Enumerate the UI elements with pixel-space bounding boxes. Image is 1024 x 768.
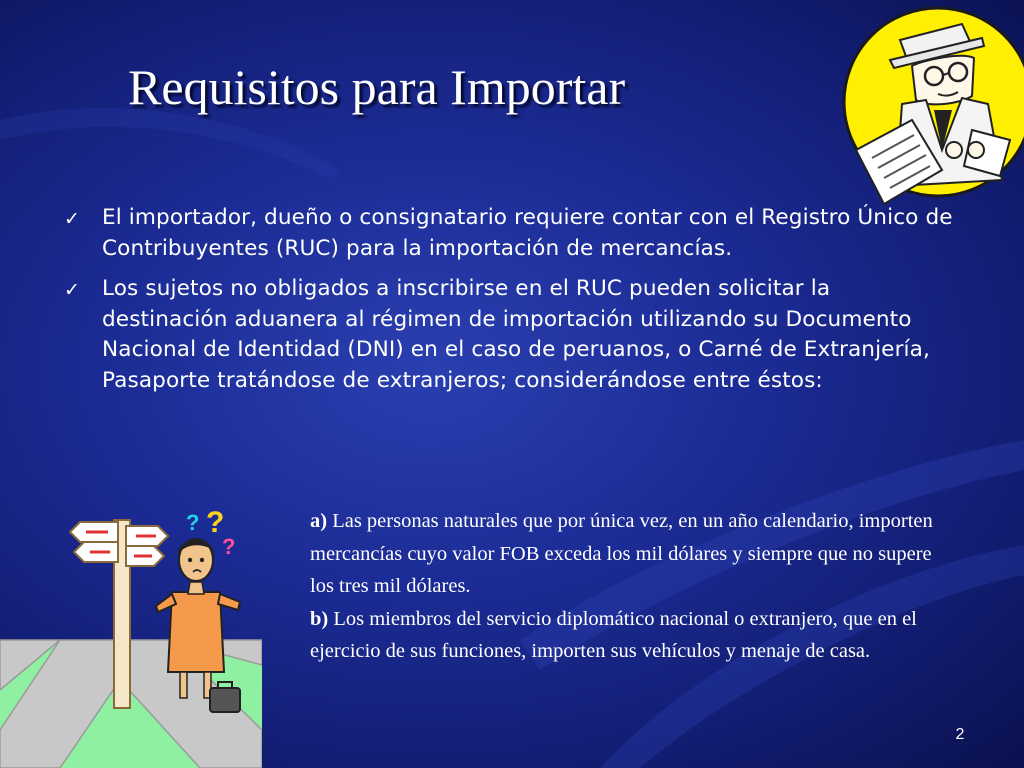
bullet-item (60, 203, 960, 264)
case-item (310, 505, 950, 603)
case-item (310, 603, 950, 668)
bullet-list (60, 203, 960, 396)
inspector-with-documents-clipart (842, 0, 1024, 214)
checkmark-icon: ✓ (64, 208, 81, 230)
case-marker: b) (310, 607, 329, 630)
page-number: 2 (955, 726, 965, 743)
bullet-text: El importador, dueño o consignatario requiere contar con el Registro Único de Contribuyentes (RUC) para la importación de mercancías. (102, 205, 953, 261)
case-marker: a) (310, 510, 328, 532)
bullet-text: Los sujetos no obligados a inscribirse en el RUC pueden solicitar la destinación aduanera al régimen de importación utilizando su Documento Nacional de Identidad (DNI) en el caso de peruanos, o Carné de Extranjería, Pasaporte tratándose de extranjeros; considerándose entre éstos: (102, 276, 930, 393)
case-text: Los miembros del servicio diplomático nacional o extranjero, que en el ejercicio de sus funciones, importen sus vehículos y menaje de casa. (310, 607, 917, 662)
case-text: Las personas naturales que por única vez, en un año calendario, importen mercancías cuyo valor FOB exceda los mil dólares y siempre que no supere los tres mil dólares. (310, 510, 933, 597)
slide-title: Requisitos para Importar (128, 59, 626, 115)
cases-list (310, 505, 950, 668)
question-mark-icon: ? (206, 506, 225, 539)
bullet-item (60, 274, 960, 396)
confused-woman-at-signpost-clipart (0, 500, 262, 768)
question-mark-icon: ? (186, 510, 200, 535)
checkmark-icon: ✓ (64, 279, 81, 301)
question-mark-icon: ? (222, 534, 236, 559)
